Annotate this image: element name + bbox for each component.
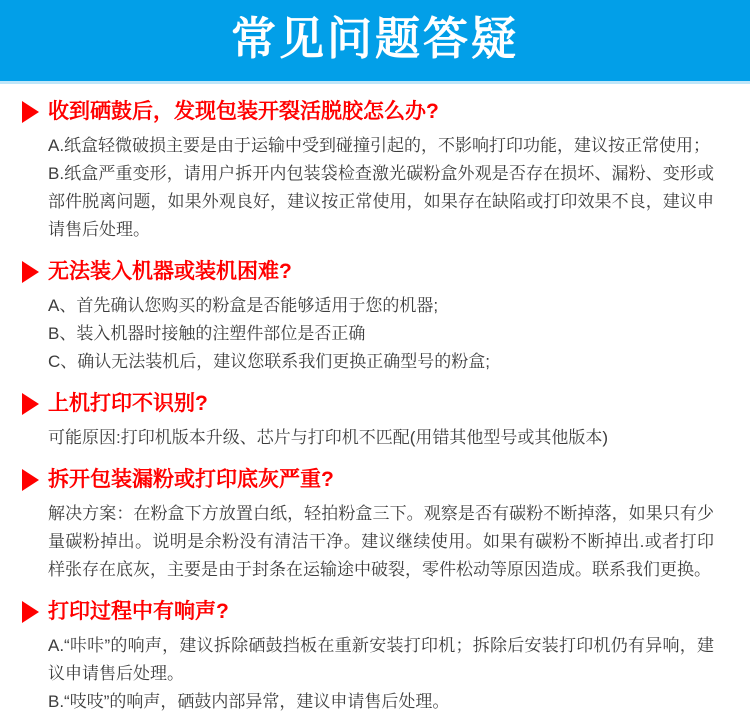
question-row bbox=[22, 467, 714, 493]
answer-block bbox=[22, 632, 714, 713]
answer-text: 可能原因:打印机版本升级、芯片与打印机不匹配(用错其他型号或其他版本) bbox=[48, 428, 609, 447]
answer-block bbox=[22, 292, 714, 376]
question-title: 打印过程中有响声? bbox=[48, 600, 229, 623]
faq-content bbox=[0, 84, 750, 713]
faq-section bbox=[22, 259, 714, 376]
question-title: 无法装入机器或装机困难? bbox=[48, 260, 292, 283]
red-triangle-bullet-icon bbox=[22, 469, 39, 491]
answer-text: A.纸盒轻微破损主要是由于运输中受到碰撞引起的，不影响打印功能，建议按正常使用； bbox=[48, 136, 711, 155]
answer-text: B.“吱吱”的响声，硒鼓内部异常，建议申请售后处理。 bbox=[48, 692, 450, 711]
answer-text: B.纸盒严重变形，请用户拆开内包装袋检查激光碳粉盒外观是否存在损坏、漏粉、变形或部件脱离问题，如果外观良好，建议按正常使用，如果存在缺陷或打印效果不良，建议申请售后处理。 bbox=[48, 164, 714, 239]
red-triangle-bullet-icon bbox=[22, 261, 39, 283]
answer-text: 解决方案：在粉盒下方放置白纸，轻拍粉盒三下。观察是否有碳粉不断掉落，如果只有少量碳粉掉出。说明是余粉没有清洁干净。建议继续使用。如果有碳粉不断掉出.或者打印样张存在底灰，主要是由于封条在运输途中破裂，零件松动等原因造成。联系我们更换。 bbox=[48, 504, 714, 579]
answer-text: C、确认无法装机后，建议您联系我们更换正确型号的粉盒; bbox=[48, 352, 490, 371]
question-title: 上机打印不识别? bbox=[48, 392, 208, 415]
answer-block bbox=[22, 424, 714, 452]
faq-section bbox=[22, 99, 714, 244]
red-triangle-bullet-icon bbox=[22, 101, 39, 123]
answer-text: A、首先确认您购买的粉盒是否能够适用于您的机器; bbox=[48, 296, 439, 315]
red-triangle-bullet-icon bbox=[22, 601, 39, 623]
faq-section bbox=[22, 467, 714, 584]
red-triangle-bullet-icon bbox=[22, 393, 39, 415]
answer-text: B、装入机器时接触的注塑件部位是否正确 bbox=[48, 324, 366, 343]
answer-block bbox=[22, 500, 714, 584]
header-banner bbox=[0, 0, 750, 84]
question-row bbox=[22, 99, 714, 125]
page-title: 常见问题答疑 bbox=[230, 13, 519, 64]
question-title: 收到硒鼓后，发现包装开裂活脱胶怎么办? bbox=[48, 100, 439, 123]
answer-text: A.“咔咔”的响声，建议拆除硒鼓挡板在重新安装打印机；拆除后安装打印机仍有异响，建议申请售后处理。 bbox=[48, 636, 714, 683]
question-row bbox=[22, 259, 714, 285]
faq-section bbox=[22, 599, 714, 713]
faq-section bbox=[22, 391, 714, 452]
question-row bbox=[22, 599, 714, 625]
answer-block bbox=[22, 132, 714, 244]
question-row bbox=[22, 391, 714, 417]
question-title: 拆开包装漏粉或打印底灰严重? bbox=[48, 468, 334, 491]
